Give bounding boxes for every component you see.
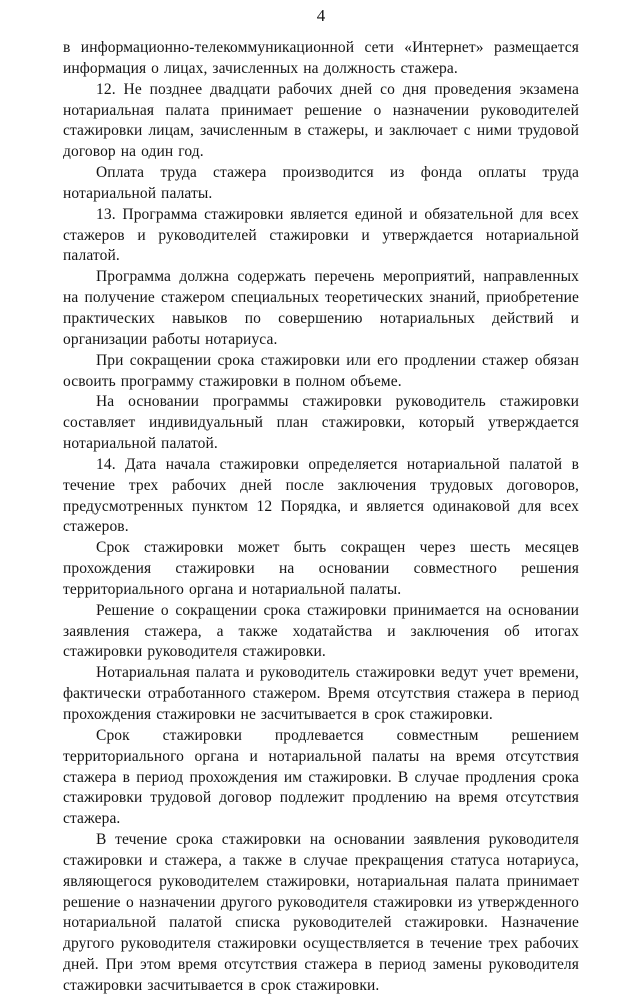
paragraph-program-content: Программа должна содержать перечень мероприятий, направленных на получение стажером специальных теоретических знаний, приобретение практических навыков по совершению нотариальных действий и организации работы нотариуса. bbox=[63, 268, 579, 348]
paragraph-term-extension: Срок стажировки продлевается совместным решением территориального органа и нотариальной палаты на время отсутствия стажера в период прохождения им стажировки. В случае продления срока стажировки трудовой договор подлежит продлению на время отсутствия стажера. bbox=[63, 726, 579, 828]
paragraph-item-13: 13. Программа стажировки является единой и обязательной для всех стажеров и руководителей стажировки и утверждается нотариальной палатой. bbox=[63, 205, 579, 265]
paragraph-internet-info: в информационно-телекоммуникационной сети «Интернет» размещается информация о лицах, зачисленных на должность стажера. bbox=[63, 39, 579, 77]
paragraph-time-tracking: Нотариальная палата и руководитель стажировки ведут учет времени, фактически отработанного стажером. Время отсутствия стажера в период прохождения стажировки не засчитывается в срок стажировки. bbox=[63, 664, 579, 723]
page-number: 4 bbox=[316, 6, 326, 25]
document-body bbox=[63, 38, 579, 997]
paragraph-supervisor-replacement: В течение срока стажировки на основании заявления руководителя стажировки и стажера, а также в случае прекращения статуса нотариуса, являющегося руководителем стажировки, нотариальная палата принимает решение о назначении другого руководителя стажировки из утвержденного нотариальной палатой списка руководителей стажировки. Назначение другого руководителя стажировки осуществляется в течение трех рабочих дней. При этом время отсутствия стажера в период замены руководителя стажировки засчитывается в срок стажировки. bbox=[63, 831, 579, 994]
paragraph-reduction-decision: Решение о сокращении срока стажировки принимается на основании заявления стажера, а также ходатайства и заключения об итогах стажировки руководителя стажировки. bbox=[63, 601, 579, 661]
paragraph-item-12: 12. Не позднее двадцати рабочих дней со дня проведения экзамена нотариальная палата принимает решение о назначении руководителей стажировки лицам, зачисленным в стажеры, и заключает с ними трудовой договор на один год. bbox=[63, 80, 579, 161]
paragraph-individual-plan: На основании программы стажировки руководитель стажировки составляет индивидуальный план стажировки, который утверждается нотариальной палатой. bbox=[63, 393, 579, 453]
paragraph-pay: Оплата труда стажера производится из фонда оплаты труда нотариальной палаты. bbox=[63, 164, 579, 202]
paragraph-program-completion: При сокращении срока стажировки или его продлении стажер обязан освоить программу стажировки в полном объеме. bbox=[63, 351, 579, 390]
paragraph-term-reduction: Срок стажировки может быть сокращен через шесть месяцев прохождения стажировки на основании совместного решения территориального органа и нотариальной палаты. bbox=[63, 539, 579, 598]
paragraph-item-14: 14. Дата начала стажировки определяется нотариальной палатой в течение трех рабочих дней после заключения трудовых договоров, предусмотренных пунктом 12 Порядка, и является одинаковой для всех стажеров. bbox=[63, 455, 579, 536]
